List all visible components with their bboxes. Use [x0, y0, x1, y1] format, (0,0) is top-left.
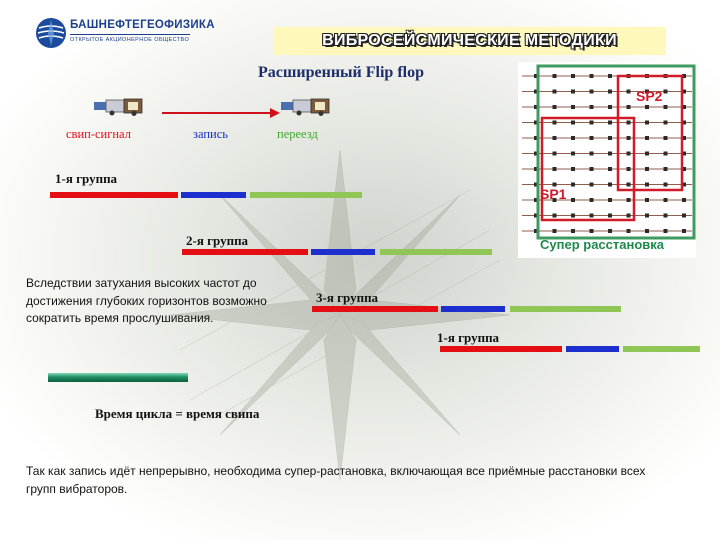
- receiver-node: [682, 214, 686, 218]
- receiver-node: [571, 74, 575, 78]
- receiver-node: [645, 121, 649, 125]
- receiver-node: [608, 214, 612, 218]
- receiver-node: [645, 152, 649, 156]
- receiver-node: [645, 105, 649, 109]
- receiver-node: [664, 121, 668, 125]
- legend-record-label: запись: [193, 127, 228, 141]
- receiver-node: [571, 167, 575, 171]
- cycle-formula: Время цикла = время свипа: [95, 406, 260, 421]
- receiver-node: [645, 183, 649, 187]
- receiver-node: [590, 136, 594, 140]
- receiver-node: [571, 121, 575, 125]
- receiver-node: [571, 152, 575, 156]
- legend-sweep-label: свип-сигнал: [66, 127, 131, 141]
- receiver-node: [553, 74, 557, 78]
- spread-layout-diagram: [518, 62, 696, 258]
- move-bar: [623, 346, 700, 352]
- receiver-node: [645, 229, 649, 233]
- page-subtitle: Расширенный Flip flop: [258, 64, 424, 81]
- receiver-node: [553, 229, 557, 233]
- receiver-node: [627, 183, 631, 187]
- receiver-node: [664, 105, 668, 109]
- receiver-node: [553, 105, 557, 109]
- page-title: ВИБРОСЕЙСМИЧЕСКИЕ МЕТОДИКИ: [322, 32, 617, 49]
- receiver-node: [627, 121, 631, 125]
- receiver-node: [645, 136, 649, 140]
- receiver-node: [590, 198, 594, 202]
- receiver-node: [590, 183, 594, 187]
- receiver-node: [608, 105, 612, 109]
- receiver-node: [664, 90, 668, 94]
- receiver-node: [608, 90, 612, 94]
- receiver-node: [590, 152, 594, 156]
- group-label: 2-я группа: [186, 233, 249, 248]
- receiver-node: [682, 229, 686, 233]
- legend-move-label: переезд: [277, 127, 318, 141]
- receiver-node: [608, 198, 612, 202]
- vibrator-truck-icon: [281, 96, 337, 116]
- receiver-node: [645, 214, 649, 218]
- receiver-node: [608, 136, 612, 140]
- logo-divider: [70, 34, 190, 35]
- company-logo-icon: [34, 16, 68, 50]
- receiver-node: [608, 183, 612, 187]
- receiver-node: [627, 105, 631, 109]
- receiver-node: [571, 90, 575, 94]
- receiver-node: [571, 136, 575, 140]
- receiver-node: [571, 105, 575, 109]
- arrow-right-icon: [162, 108, 280, 118]
- receiver-node: [571, 183, 575, 187]
- receiver-node: [664, 136, 668, 140]
- receiver-node: [664, 167, 668, 171]
- receiver-node: [608, 167, 612, 171]
- receiver-node: [553, 90, 557, 94]
- receiver-node: [627, 167, 631, 171]
- sweep-bar: [440, 346, 562, 352]
- receiver-node: [590, 121, 594, 125]
- receiver-node: [627, 198, 631, 202]
- receiver-node: [627, 152, 631, 156]
- receiver-node: [590, 167, 594, 171]
- receiver-node: [571, 229, 575, 233]
- cycle-bar: [48, 373, 188, 382]
- group-label: 1-я группа: [437, 330, 500, 345]
- sp1-label: SP1: [540, 186, 567, 202]
- receiver-node: [608, 74, 612, 78]
- receiver-node: [590, 90, 594, 94]
- receiver-node: [590, 74, 594, 78]
- receiver-node: [664, 152, 668, 156]
- receiver-node: [571, 214, 575, 218]
- receiver-node: [627, 229, 631, 233]
- sweep-bar: [312, 306, 438, 312]
- record-bar: [441, 306, 505, 312]
- group-label: 3-я группа: [316, 290, 379, 305]
- receiver-node: [664, 183, 668, 187]
- receiver-node: [553, 152, 557, 156]
- receiver-node: [553, 136, 557, 140]
- group-label: 1-я группа: [55, 171, 118, 186]
- receiver-node: [590, 105, 594, 109]
- move-bar: [250, 192, 362, 198]
- move-bar: [510, 306, 621, 312]
- move-bar: [380, 249, 492, 255]
- receiver-node: [553, 167, 557, 171]
- receiver-node: [627, 136, 631, 140]
- receiver-node: [627, 90, 631, 94]
- receiver-node: [664, 214, 668, 218]
- receiver-node: [590, 214, 594, 218]
- receiver-node: [645, 198, 649, 202]
- receiver-node: [590, 229, 594, 233]
- receiver-node: [553, 121, 557, 125]
- receiver-node: [571, 198, 575, 202]
- super-spread-note: Так как запись идёт непрерывно, необходима супер-растановка, включающая все приёмные расстановки всех групп вибраторов.: [26, 464, 646, 496]
- receiver-node: [608, 121, 612, 125]
- company-subtitle: ОТКРЫТОЕ АКЦИОНЕРНОЕ ОБЩЕСТВО: [70, 37, 190, 43]
- receiver-node: [682, 198, 686, 202]
- vibrator-truck-icon: [94, 96, 150, 116]
- record-bar: [311, 249, 375, 255]
- super-spread-label: Супер расстановка: [540, 237, 665, 252]
- receiver-node: [627, 214, 631, 218]
- sweep-bar: [182, 249, 308, 255]
- receiver-node: [664, 229, 668, 233]
- company-name: БАШНЕФТЕГЕОФИЗИКА: [70, 19, 215, 31]
- receiver-node: [608, 152, 612, 156]
- receiver-node: [608, 229, 612, 233]
- sp2-label: SP2: [636, 88, 663, 104]
- record-bar: [566, 346, 619, 352]
- receiver-node: [664, 198, 668, 202]
- record-bar: [181, 192, 246, 198]
- receiver-node: [553, 214, 557, 218]
- attenuation-note: Вследствии затухания высоких частот до достижения глубоких горизонтов возможно сократить время прослушивания.: [26, 276, 267, 325]
- receiver-node: [645, 167, 649, 171]
- sweep-bar: [50, 192, 178, 198]
